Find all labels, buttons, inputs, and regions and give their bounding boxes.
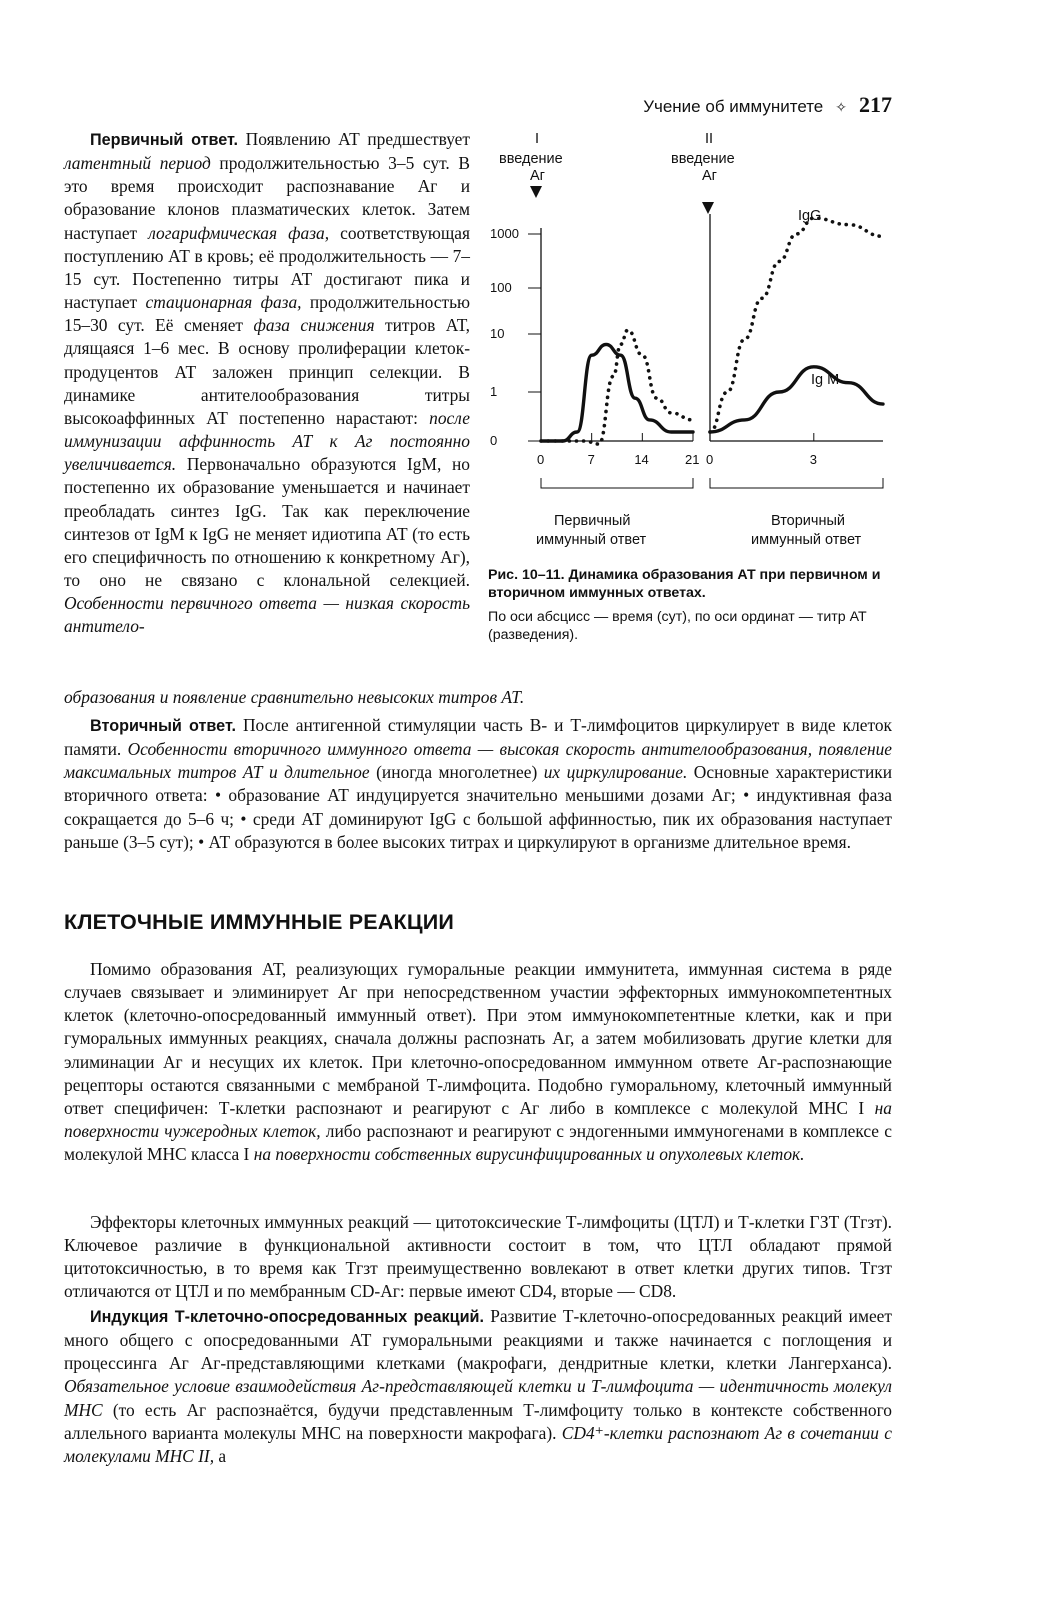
primary-panel-label-2: иммунный ответ	[536, 532, 647, 548]
induction-paragraph	[64, 1305, 892, 1468]
x-tick-label: 0	[706, 452, 714, 467]
emphasis-run: их циркулирование.	[543, 762, 688, 783]
x-tick-label: 3	[809, 452, 818, 467]
y-tick-label: 100	[490, 280, 512, 295]
emphasis-run: на поверхности чужеродных клеток,	[64, 1097, 892, 1142]
text-run: После антигенной стимуляции часть В- и Т-лимфоцитов циркулирует в виде клеток памяти.	[64, 715, 892, 760]
x-tick-label: 0	[537, 452, 545, 467]
x-tick-label: 14	[634, 452, 649, 467]
primary-solid-curve	[541, 344, 693, 441]
emphasis-run: фаза снижения	[253, 315, 375, 336]
text-run: Помимо образования АТ, реализующих гуморальные реакции иммунитета, иммунная система в ряде случаев связывает и элиминирует Аг при непосредственном участии эффекторных иммунокомпетентных клеток (клеточно-опосредованный иммунный ответ). При этом иммунокомпетентные клетки, как и при гуморальных иммунных реакциях, сначала должны распознать Аг, а затем мобилизовать другие клетки для элиминации Аг и несущих их клеток. При клеточно-опосредованном иммунном ответе Аг-распознающие рецепторы остаются связанными с мембраной Т-лимфоцита. Подобно гуморальному, клеточный иммунный ответ специфичен: Т-клетки распознают и реагируют с Аг либо в комплексе с молекулой МНС I	[64, 959, 892, 1118]
y-tick-label: 10	[490, 326, 505, 341]
running-head-title: Учение об иммунитете	[643, 97, 824, 116]
page-number: 217	[859, 92, 892, 117]
x-tick-label: 7	[587, 452, 595, 467]
y-tick-label: 1000	[490, 226, 519, 241]
primary-panel-label-1: Первичный	[554, 513, 631, 529]
text-run: соответствующая поступлению АТ в кровь; её продолжительность — 7–15 сут. Постепенно титры АТ достигают пика и наступает	[64, 222, 470, 313]
figure-caption-title: Рис. 10–11. Динамика образования АТ при первичном и вторичном иммунных ответах.	[488, 567, 881, 601]
injection-1-arrow-icon	[530, 186, 542, 198]
text-run: продолжительностью 3–5 сут. В это время происходит распознавание Аг и образование клонов плазматических клеток. Затем наступает	[64, 153, 470, 243]
emphasis-run: CD4⁺-клетки распознают Аг в сочетании с молекулами МНС II,	[64, 1422, 892, 1466]
injection-1-number: I	[535, 131, 540, 147]
emphasis-run: латентный период	[64, 153, 211, 174]
cellular-intro-paragraph	[64, 958, 892, 1166]
injection-1-label: введение	[499, 151, 563, 167]
x-tick-label: 21	[685, 452, 700, 467]
text-run: (иногда многолетнее)	[369, 762, 544, 783]
primary-response-last-line	[64, 686, 664, 709]
figure-10-11	[488, 128, 908, 668]
text-run: а	[214, 1445, 227, 1466]
emphasis-run: логарифмическая фаза,	[148, 222, 330, 243]
y-tick-label: 0	[490, 433, 498, 448]
text-run: либо распознают и реагируют с эндогенными иммуногенами в комплексе с молекулой МНС класса I	[64, 1121, 892, 1165]
effectors-paragraph: Эффекторы клеточных иммунных реакций — цитотоксические Т-лимфоциты (ЦТЛ) и Т-клетки ГЗТ (Тгзт). Ключевое различие в функциональной активности состоит в том, что ЦТЛ обладают прямой цитотоксичностью, в то время как Тгзт преимущественно вовлекают в ответ клетки других типов. Тгзт отличаются от ЦТЛ и по мембранным CD-Аг: первые имеют CD4, вторые — CD8.	[64, 1212, 892, 1302]
induction-lead: Индукция Т-клеточно-опосредованных реакций.	[90, 1308, 485, 1326]
igg-curve	[710, 218, 883, 432]
running-head	[540, 92, 892, 122]
text-run: Первоначально образуются IgM, но постепенно их образование уменьшается и начинает преобладать синтез IgG. Так как переключение синтезов от IgM к IgG не меняет идиотипа АТ (то есть его специфичность по отношению к конкретному Аг), то оно не связано с клональной селекцией.	[64, 454, 470, 590]
text-run: Основные характеристики вторичного ответа: • образование АТ индуцируется значительно меньшими дозами Аг; • индуктивная фаза сокращается до 5–6 ч; • среди АТ доминируют IgG с большой аффинностью, пик их образования наступает раньше (3–5 сут); • АТ образуются в более высоких титрах и циркулируют в организме длительное время.	[64, 762, 893, 852]
figure-caption-note: По оси абсцисс — время (сут), по оси ординат — титр АТ (разведения).	[488, 609, 867, 643]
injection-2-antigen: Аг	[702, 168, 717, 184]
igm-curve	[710, 367, 883, 432]
igm-series-label: Ig M	[811, 372, 840, 388]
injection-2-label: введение	[671, 151, 735, 167]
chart-frame	[490, 214, 883, 488]
diamond-ornament-icon: ✧	[835, 99, 847, 115]
section-heading: КЛЕТОЧНЫЕ ИММУННЫЕ РЕАКЦИИ	[64, 910, 455, 934]
y-tick-label: 1	[490, 384, 498, 399]
primary-response-paragraph	[64, 128, 470, 638]
secondary-response-lead: Вторичный ответ.	[90, 717, 236, 735]
panel-bracket	[541, 478, 693, 488]
emphasis-run: после иммунизации аффинность АТ к Аг постоянно увеличивается.	[64, 407, 470, 475]
figure-caption	[488, 566, 903, 644]
emphasis-run: Обязательное условие взаимодействия Аг-представляющей клетки и Т-лимфоцита — идентичность молекул МНС	[64, 1376, 892, 1420]
igg-series-label: IgG	[798, 208, 822, 224]
chart-series	[541, 218, 883, 444]
antibody-dynamics-chart	[488, 128, 908, 558]
injection-2-number: II	[705, 131, 714, 147]
emphasis-run: Особенности вторичного иммунного ответа — высокая скорость антителообразования, появление максимальных титров АТ и длительное	[64, 739, 892, 783]
text-run: титров АТ, длящаяся 1–6 мес. В основу пролиферации клеток-продуцентов АТ заложен принцип селекции. В динамике антителообразования титры высокоаффинных АТ постепенно нарастают:	[64, 315, 471, 428]
emphasis-run: Особенности первичного ответа — низкая скорость антитело-	[64, 593, 470, 637]
panel-bracket	[710, 478, 883, 488]
emphasis-run: образования и появление сравнительно невысоких титров АТ.	[64, 687, 525, 707]
text-run: продолжительностью 15–30 сут. Её сменяет	[64, 292, 470, 336]
primary-response-lead: Первичный ответ.	[90, 131, 239, 149]
text-run: Появлению АТ предшествует	[238, 129, 470, 149]
emphasis-run: на поверхности собственных вирусинфицированных и опухолевых клеток.	[253, 1144, 805, 1165]
secondary-response-paragraph	[64, 714, 892, 854]
secondary-panel-label-1: Вторичный	[771, 513, 845, 529]
primary-dotted-curve	[541, 330, 693, 444]
text-run: Развитие Т-клеточно-опосредованных реакций имеет много общего с опосредованными АТ гуморальными реакциями и также начинается с поглощения и процессинга Аг Аг-представляющими клетками (макрофаги, дендритные клетки, клетки Лангерханса).	[64, 1306, 892, 1374]
injection-1-antigen: Аг	[530, 168, 545, 184]
secondary-panel-label-2: иммунный ответ	[751, 532, 862, 548]
text-run: (то есть Аг распознаётся, будучи представленным Т-лимфоциту только в контексте собственного аллельного варианта молекулы МНС на поверхности макрофага).	[64, 1399, 892, 1443]
emphasis-run: стационарная фаза,	[145, 292, 302, 313]
injection-2-arrow-icon	[702, 202, 714, 214]
